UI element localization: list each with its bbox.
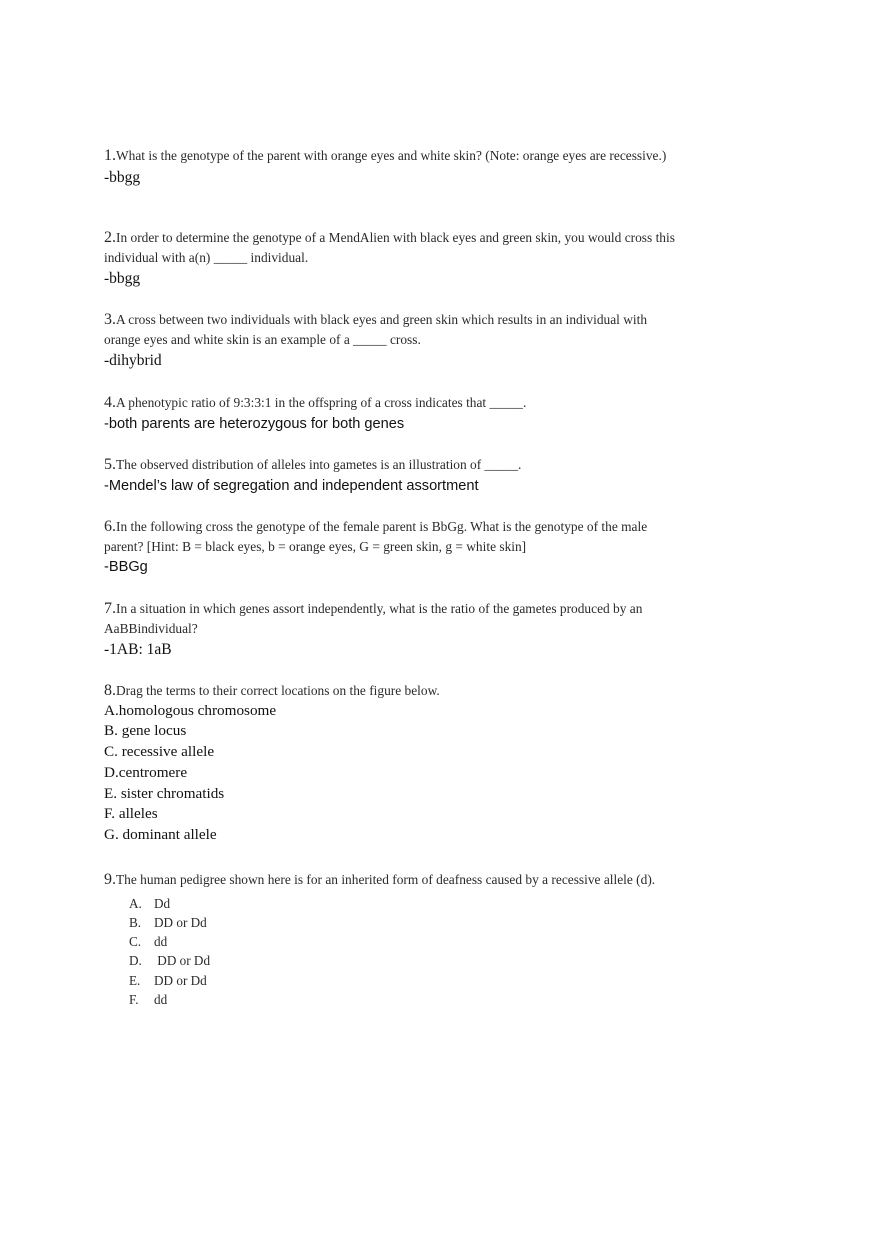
option-list [104,894,684,1010]
option-item [104,971,684,990]
option-text: DD or Dd [154,914,207,930]
option-letter: C. [129,934,142,950]
question-7 [104,599,684,660]
term-item: E. sister chromatids [104,784,225,802]
question-text: 4.A phenotypic ratio of 9:3:3:1 in the offspring of a cross indicates that _____. [104,394,527,411]
question-number: 3. [104,311,116,328]
question-text: 9.The human pedigree shown here is for an inherited form of deafness caused by a recessive allele (d). [104,871,656,888]
question-1 [104,146,684,188]
option-item [104,913,684,932]
question-text: 1.What is the genotype of the parent with orange eyes and white skin? (Note: orange eyes are recessive.) [104,147,667,164]
question-number: 1. [104,147,116,164]
question-number: 5. [104,456,116,473]
option-item [104,951,684,970]
option-text: DD or Dd [154,972,207,988]
question-9 [104,870,684,1009]
option-text: Dd [154,895,171,911]
question-text: 5.The observed distribution of alleles into gametes is an illustration of _____. [104,456,522,473]
answer: -bbgg [104,270,141,287]
option-letter: F. [129,991,139,1007]
question-number: 7. [104,600,116,617]
question-3 [104,310,684,371]
option-item [104,894,684,913]
option-item [104,990,684,1009]
question-4 [104,393,684,435]
question-text: 8.Drag the terms to their correct locations on the figure below. [104,682,440,699]
term-item: G. dominant allele [104,826,217,844]
question-text: 2.In order to determine the genotype of a MendAlien with black eyes and green skin, you would cross this individual with a(n) _____ individual. [104,229,675,265]
term-item: A.homologous chromosome [104,701,277,719]
answer: -Mendel’s law of segregation and independent assortment [104,477,479,494]
question-number: 6. [104,518,116,535]
question-number: 2. [104,229,116,246]
term-item: F. alleles [104,805,158,823]
option-letter: B. [129,914,142,930]
option-item [104,932,684,951]
question-6 [104,517,684,578]
option-text: DD or Dd [154,953,211,969]
term-item: B. gene locus [104,722,187,740]
answer: -1AB: 1aB [104,641,172,658]
option-letter: E. [129,972,141,988]
answer: -bbgg [104,168,141,186]
question-text: 7.In a situation in which genes assort independently, what is the ratio of the gametes produced by an AaBBindividual? [104,600,643,636]
question-number: 8. [104,682,116,699]
question-number: 4. [104,394,116,411]
term-item: C. recessive allele [104,743,215,761]
option-letter: A. [129,895,142,911]
question-5 [104,455,684,497]
answer: -BBGg [104,559,148,575]
option-text: dd [154,991,168,1007]
question-2 [104,228,684,289]
option-letter: D. [129,953,142,969]
answer: -both parents are heterozygous for both genes [104,415,405,432]
answer: -dihybrid [104,352,162,369]
term-item: D.centromere [104,763,188,781]
option-text: dd [154,934,168,950]
question-text: 3.A cross between two individuals with black eyes and green skin which results in an individual with orange eyes and white skin is an example of a _____ cross. [104,311,648,347]
question-text: 6.In the following cross the genotype of the female parent is BbGg. What is the genotype of the male parent? [Hint: B = black eyes, b = orange eyes, G = green skin, g = white skin] [104,518,648,554]
question-8 [104,681,684,846]
question-number: 9. [104,871,116,888]
